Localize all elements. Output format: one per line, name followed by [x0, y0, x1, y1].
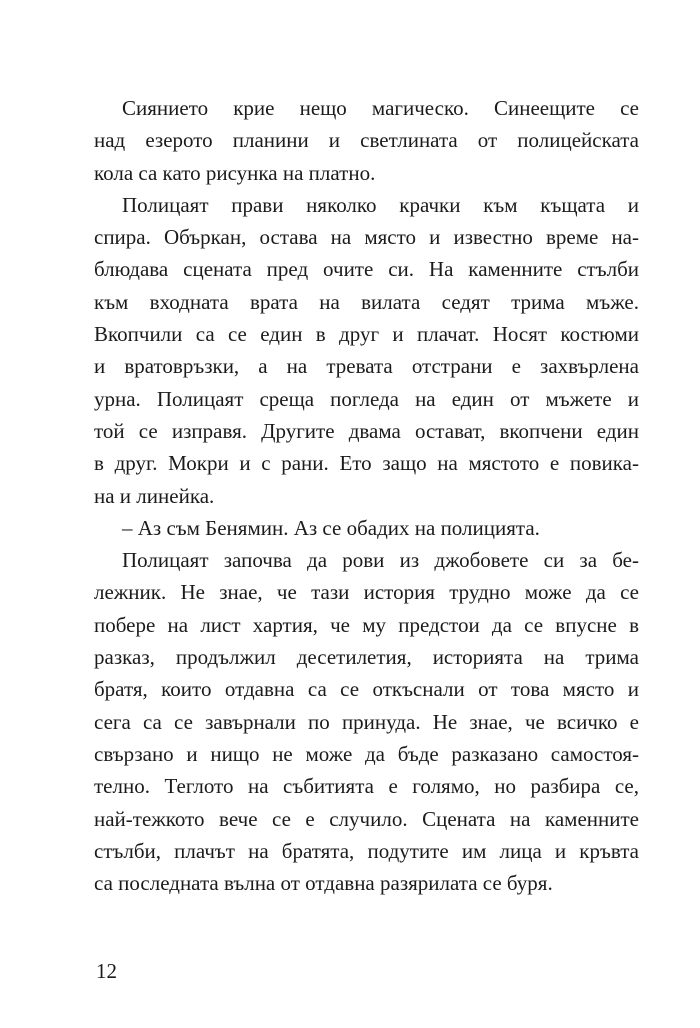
text-line: Полицаят прави няколко крачки към къщата и: [122, 192, 639, 217]
text-line: към входната врата на вилата седят трима мъже.: [94, 289, 639, 314]
text-line: най-тежкото вече се е случило. Сцената на каменните: [94, 806, 639, 831]
text-line: блюдава сцената пред очите си. На каменните стълби: [94, 257, 639, 282]
text-line: спира. Объркан, остава на място и известно време на-: [94, 225, 639, 250]
text-line: Сиянието крие нещо магическо. Синеещите се: [122, 96, 639, 120]
text-line: кола са като рисунка на платно.: [94, 160, 376, 185]
page-number: 12: [96, 959, 117, 983]
text-line: са последната вълна от отдавна разярилата се буря.: [94, 871, 553, 896]
text-line: сега са се завърнали по принуда. Не знае, че всичко е: [94, 709, 639, 734]
text-line: урна. Полицаят среща погледа на един от мъжете и: [94, 386, 639, 411]
text-line: Полицаят започва да рови из джобовете си за бе-: [122, 548, 639, 573]
text-line: братя, които отдавна са се откъснали от това място и: [94, 677, 639, 702]
text-line: побере на лист хартия, че му предстои да се впусне в: [94, 612, 639, 637]
text-line: в друг. Мокри и с рани. Ето защо на мястото е повика-: [94, 451, 639, 476]
text-line: лежник. Не знае, че тази история трудно може да се: [94, 580, 639, 605]
text-line: разказ, продължил десетилетия, историята на трима: [94, 645, 639, 670]
dialogue-line: – Аз съм Бенямин. Аз се обадих на полицията.: [122, 515, 540, 540]
text-line: телно. Теглото на събитията е голямо, но разбира се,: [94, 774, 639, 799]
text-line: на и линейка.: [94, 483, 215, 508]
text-line: стълби, плачът на братята, подутите им лица и кръвта: [94, 838, 639, 863]
text-line: той се изправя. Другите двама остават, вкопчени един: [94, 418, 639, 443]
text-line: Вкопчили са се един в друг и плачат. Носят костюми: [94, 322, 639, 347]
text-line: над езерото планини и светлината от полицейската: [94, 128, 639, 153]
text-line: свързано и нищо не може да бъде разказано самостоя-: [94, 741, 639, 766]
text-line: и вратовръзки, а на тревата отстрани е захвърлена: [94, 354, 639, 379]
body-text: [94, 92, 639, 899]
